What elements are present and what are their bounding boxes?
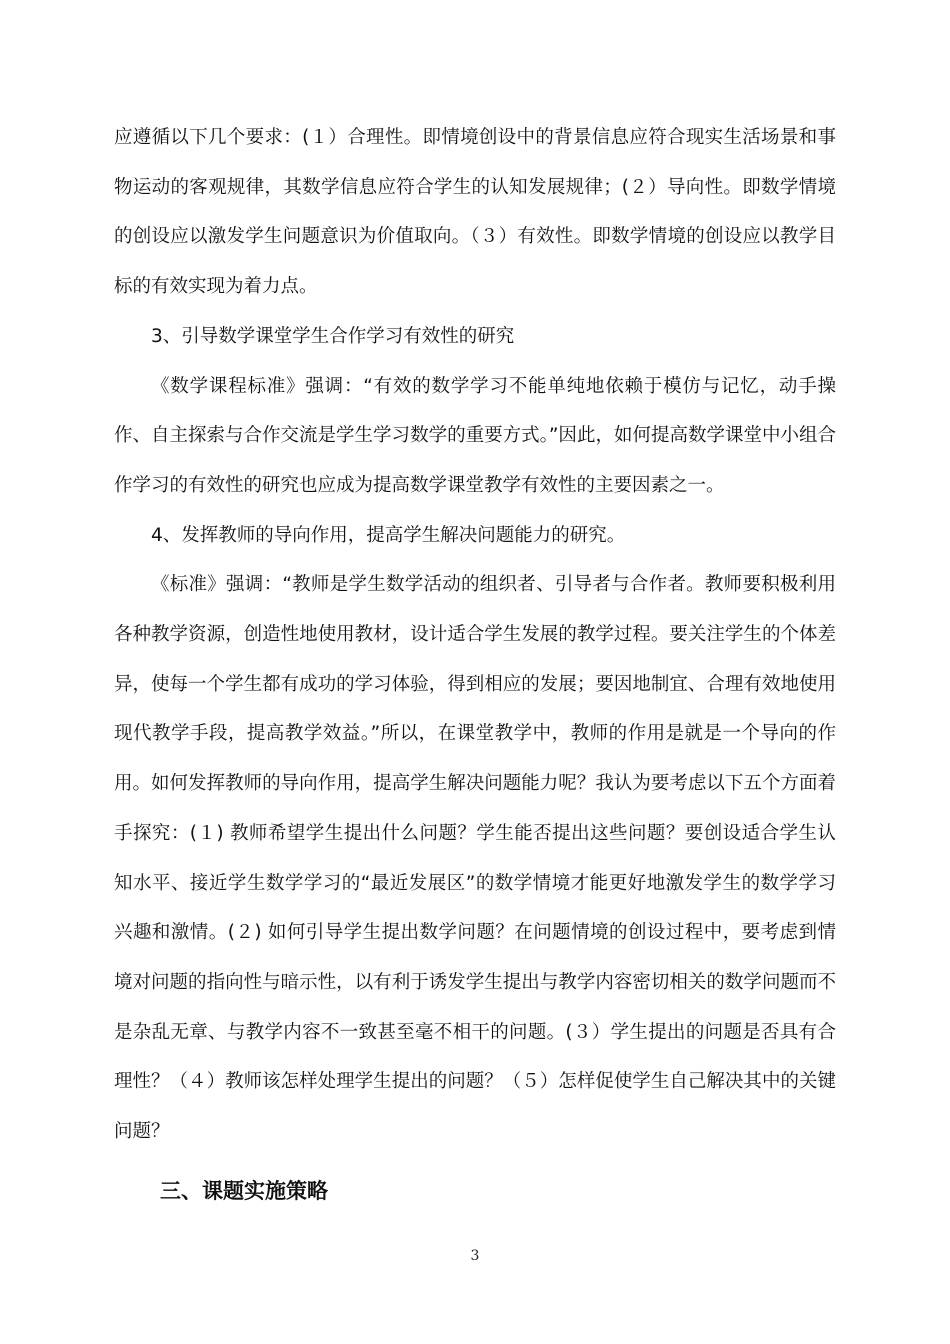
subheading-cooperative-learning: 3、引导数学课堂学生合作学习有效性的研究 [151, 325, 515, 347]
paragraph-curriculum-standard: 《数学课程标准》强调：“有效的数学学习不能单纯地依赖于模仿与记忆，动手操作、自主探索与合作交流是学生学习数学的重要方式。”因此，如何提高数学课堂中小组合作学习的有效性的研究也应成为提高数学课堂教学有效性的主要因素之一。 [114, 375, 836, 496]
paragraph-standard-quote: 《标准》强调：“教师是学生数学活动的组织者、引导者与合作者。教师要积极利用各种教学资源，创造性地使用教材，设计适合学生发展的教学过程。要关注学生的个体差异，使每一个学生都有成功的学习体验，得到相应的发展；要因地制宜、合理有效地使用现代教学手段，提高教学效益。”所以，在课堂教学中，教师的作用是就是一个导向的作用。如何发挥教师的导向作用，提高学生解决问题能力呢？我认为要考虑以下五个方面着手探究：(１) 教师希望学生提出什么问题？学生能否提出这些问题？要创设适合学生认知水平、接近学生数学学习的“最近发展区”的数学情境才能更好地激发学生的数学学习兴趣和激情。(２) 如何引导学生提出数学问题？在问题情境的创设过程中，要考虑到情境对问题的指向性与暗示性，以有利于诱发学生提出与教学内容密切相关的数学问题而不是杂乱无章、与教学内容不一致甚至毫不相干的问题。(３）学生提出的问题是否具有合理性？（４）教师该怎样处理学生提出的问题？（５）怎样促使学生自己解决其中的关键问题？ [114, 574, 836, 1143]
section-heading: 三、课题实施策略 [160, 1178, 328, 1203]
body-text [114, 113, 836, 1213]
page-number: 3 [470, 1248, 480, 1264]
subheading-teacher-guidance: 4、发挥教师的导向作用，提高学生解决问题能力的研究。 [151, 524, 626, 546]
paragraph-requirements: 应遵循以下几个要求：(１）合理性。即情境创设中的背景信息应符合现实生活场景和事物运动的客观规律，其数学信息应符合学生的认知发展规律；(２）导向性。即数学情境的创设应以激发学生问题意识为价值取向。（３）有效性。即数学情境的创设应以教学目标的有效实现为着力点。 [114, 127, 836, 298]
